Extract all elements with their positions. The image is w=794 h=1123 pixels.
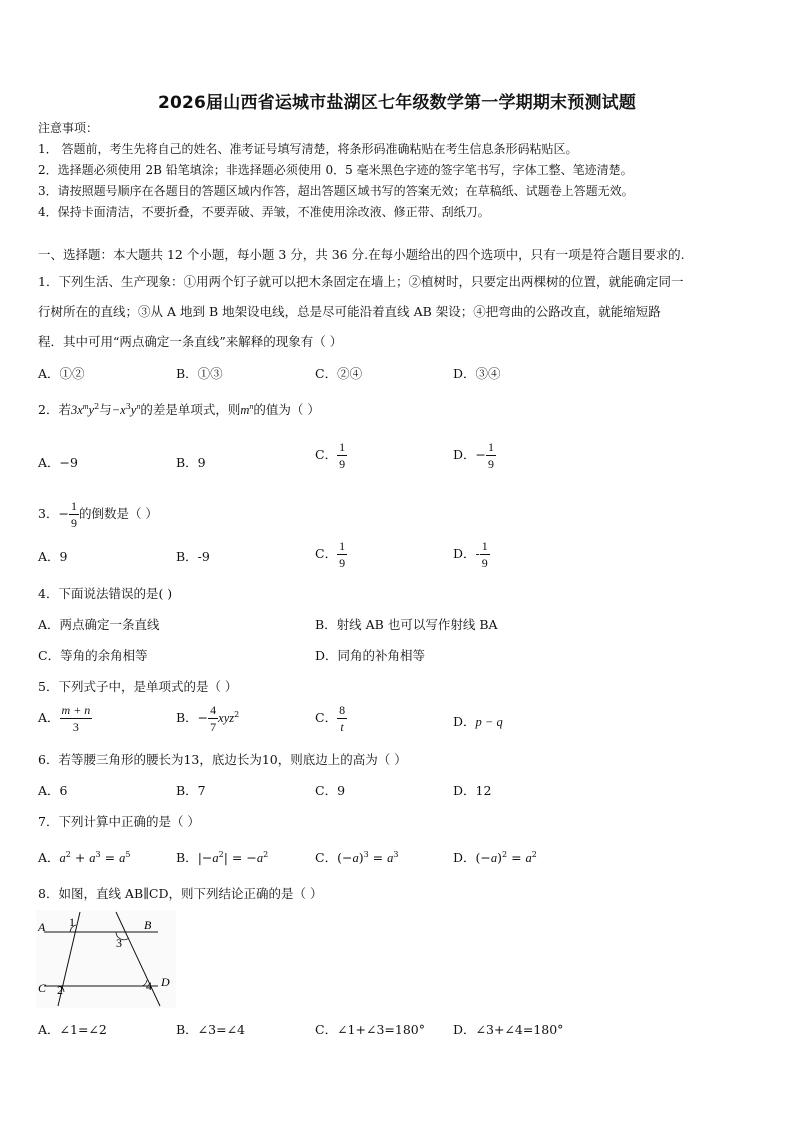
question-3-option-a: A．9 [38, 549, 68, 564]
angle-3-label: 3 [116, 936, 122, 950]
question-5-option-a: A． $\frac{m + n}{3}$ [38, 703, 91, 734]
question-3-option-b: B．-9 [176, 549, 210, 564]
question-8-option-a: A．∠1=∠2 [38, 1022, 107, 1037]
label-c: C [38, 981, 47, 995]
question-8-option-d: D．∠3+∠4=180° [453, 1022, 564, 1037]
angle-2-label: 2 [57, 983, 63, 997]
notice-item: 3．请按照题号顺序在各题目的答题区域内作答，超出答题区域书写的答案无效；在草稿纸、试题卷上答题无效。 [38, 184, 634, 198]
parallel-lines-figure [36, 910, 176, 1008]
label-d: D [161, 975, 170, 989]
question-8-stem: 8．如图，直线 AB∥CD，则下列结论正确的是（ ） [38, 886, 323, 901]
question-7-option-b: B．$|-a^2| = -a^2$ [176, 849, 269, 865]
question-6-stem: 6．若等腰三角形的腰长为13，底边长为10，则底边上的高为（ ） [38, 752, 407, 767]
question-1-line-3: 程．其中可用“两点确定一条直线”来解释的现象有（ ） [38, 334, 343, 349]
question-1-option-d: D．③④ [453, 366, 501, 381]
question-2-stem: 2．若$3x^my^2$与$-x^3y^n$的差是单项式，则$m^n$的值为（ ） [38, 401, 320, 417]
question-1-option-b: B．①③ [176, 366, 223, 381]
question-1-option-c: C．②④ [315, 366, 363, 381]
question-7-option-a: A．$a^2 + a^3 = a^5$ [38, 849, 131, 865]
question-7-option-d: D．$(-a)^2 = a^2$ [453, 849, 537, 865]
question-3-option-d: D．- $\frac{1}{9}$ [453, 539, 488, 570]
question-5-stem: 5．下列式子中，是单项式的是（ ） [38, 679, 238, 694]
question-8-option-c: C．∠1+∠3=180° [315, 1022, 425, 1037]
question-2-option-c: C． $\frac{1}{9}$ [315, 440, 346, 471]
page-title: 2026届山西省运城市盐湖区七年级数学第一学期期末预测试题 [157, 93, 637, 113]
question-4-option-a: A．两点确定一条直线 [38, 617, 160, 632]
angle-1-label: 1 [69, 915, 75, 929]
question-4-option-b: B．射线 AB 也可以写作射线 BA [315, 617, 498, 632]
question-3-stem: 3．− $\frac{1}{9}$ 的倒数是（ ） [38, 499, 158, 530]
notice-heading: 注意事项： [38, 121, 99, 135]
question-5-option-b: B．− $\frac{4}{7}$ xyz$^2$ [176, 703, 240, 734]
notice-item: 1． 答题前，考生先将自己的姓名、准考证号填写清楚，将条形码准确粘贴在考生信息条形码粘贴区。 [38, 142, 578, 156]
label-b: B [144, 918, 152, 932]
angle-4-label: 4 [146, 979, 152, 993]
question-5-option-c: C． $\frac{8}{t}$ [315, 703, 346, 734]
question-1-line-1: 1．下列生活、生产现象：①用两个钉子就可以把木条固定在墙上；②植树时，只要定出两棵树的位置，就能确定同一 [38, 274, 684, 289]
question-4-stem: 4．下面说法错误的是( ) [38, 586, 173, 601]
question-1-option-a: A．①② [38, 366, 85, 381]
question-6-option-b: B．7 [176, 783, 206, 798]
label-a: A [38, 920, 46, 934]
notice-item: 2．选择题必须使用 2B 铅笔填涂；非选择题必须使用 0．5 毫米黑色字迹的签字笔书写，字体工整、笔迹清楚。 [38, 163, 633, 177]
section-heading: 一、选择题：本大题共 12 个小题，每小题 3 分，共 36 分.在每小题给出的四个选项中，只有一项是符合题目要求的. [38, 247, 685, 262]
question-8-option-b: B．∠3=∠4 [176, 1022, 246, 1037]
question-6-option-d: D．12 [453, 783, 492, 798]
question-7-stem: 7．下列计算中正确的是（ ） [38, 814, 200, 829]
question-1-line-2: 行树所在的直线；③从 A 地到 B 地架设电线，总是尽可能沿着直线 AB 架设；④把弯曲的公路改直，就能缩短路 [38, 304, 661, 319]
question-7-option-c: C．$(-a)^3 = a^3$ [315, 849, 399, 865]
question-5-option-d: D．p − q [453, 714, 503, 729]
question-2-option-b: B．9 [176, 455, 206, 470]
question-4-option-d: D．同角的补角相等 [315, 648, 426, 663]
notice-item: 4．保持卡面清洁，不要折叠，不要弄破、弄皱，不准使用涂改液、修正带、刮纸刀。 [38, 205, 490, 219]
question-6-option-c: C．9 [315, 783, 346, 798]
question-4-option-c: C．等角的余角相等 [38, 648, 148, 663]
question-2-option-d: D．− $\frac{1}{9}$ [453, 440, 494, 471]
question-2-option-a: A．−9 [38, 455, 78, 470]
question-3-option-c: C． $\frac{1}{9}$ [315, 539, 346, 570]
question-6-option-a: A．6 [38, 783, 68, 798]
